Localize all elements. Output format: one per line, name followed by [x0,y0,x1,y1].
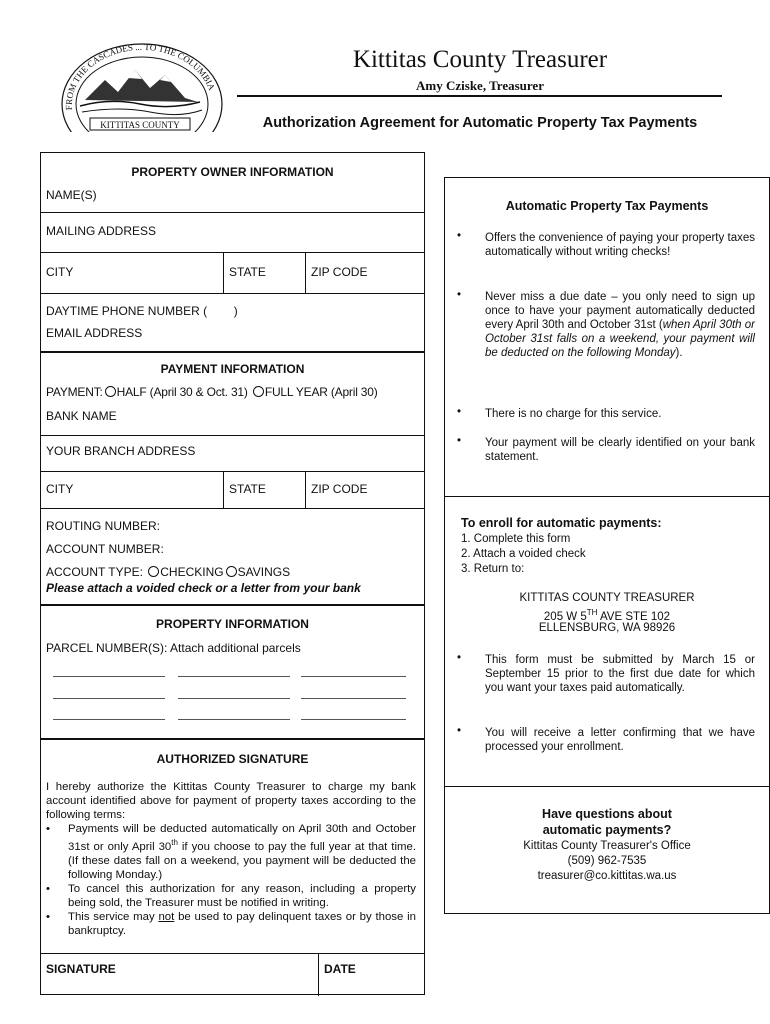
divider [223,471,224,508]
divider [41,508,424,509]
parcel-blank[interactable] [53,676,165,677]
bank-zip-field[interactable]: ZIP CODE [311,482,368,496]
parcel-blank[interactable] [178,719,290,720]
mailing-address-line-3: ELLENSBURG, WA 98926 [538,622,676,634]
header-divider [237,95,722,97]
divider [305,471,306,508]
account-number-field[interactable]: ACCOUNT NUMBER: [46,542,164,556]
section-divider [41,738,424,740]
logo-arc-text: FROM THE CASCADES ... TO THE COLUMBIA [63,41,218,111]
owner-city-field[interactable]: CITY [46,265,74,279]
office-name: Kittitas County Treasurer's Office [523,840,691,852]
bank-state-field[interactable]: STATE [229,482,266,496]
authorization-form [40,152,425,995]
benefit-no-charge: There is no charge for this service. [485,408,662,420]
parcel-blank[interactable] [178,676,290,677]
section-divider [41,351,424,353]
parcel-blank[interactable] [301,719,406,720]
attach-check-note: Please attach a voided check or a letter from your bank [46,581,361,595]
full-year-radio[interactable] [253,386,264,397]
half-payment-radio[interactable] [105,386,116,397]
owner-state-field[interactable]: STATE [229,265,266,279]
divider [41,212,424,213]
full-year-label: FULL YEAR (April 30) [264,385,378,399]
term-item: • To cancel this authorization for any reason, including a property being sold, the Treasurer must be notified in writing. [46,882,416,909]
questions-heading-2: automatic payments? [542,823,672,837]
questions-heading-1: Have questions about [542,807,672,821]
bullet: • [457,435,462,447]
terms-intro: I hereby authorize the Kittitas County Treasurer to charge my bank account identified above for payment of property taxes according to the following terms: [46,781,416,821]
bullet: • [457,406,462,418]
enroll-step-2: 2. Attach a voided check [461,548,586,560]
office-email[interactable]: treasurer@co.kittitas.wa.us [537,870,677,882]
parcel-blank[interactable] [301,698,406,699]
bank-name-field[interactable]: BANK NAME [46,409,117,423]
office-phone: (509) 962-7535 [567,855,647,867]
authorization-terms [46,780,416,938]
signature-section-heading: AUTHORIZED SIGNATURE [156,752,309,766]
treasurer-name: Amy Cziske, Treasurer [416,78,544,93]
bank-city-field[interactable]: CITY [46,482,74,496]
mailing-address-line-2: 205 W 5TH AVE STE 102 [543,608,671,623]
enroll-heading: To enroll for automatic payments: [461,516,662,530]
owner-zip-field[interactable]: ZIP CODE [311,265,368,279]
info-heading: Automatic Property Tax Payments [505,199,709,213]
term-item: • This service may not be used to pay delinquent taxes or by those in bankruptcy. [46,910,416,937]
form-title: Authorization Agreement for Automatic Property Tax Payments [262,115,698,131]
benefit-convenience: Offers the convenience of paying your property taxes automatically without writing checks! [485,232,755,258]
mailing-address-line-1: KITTITAS COUNTY TREASURER [519,592,695,604]
daytime-phone-field[interactable]: DAYTIME PHONE NUMBER ( ) [46,304,238,318]
mailing-address-field[interactable]: MAILING ADDRESS [46,224,157,238]
savings-label: SAVINGS [237,565,291,579]
divider [223,252,224,293]
divider [41,953,424,954]
county-logo [50,40,230,132]
property-section-heading: PROPERTY INFORMATION [156,617,309,631]
bullet: • [457,289,462,301]
account-type-row [46,565,290,579]
parcel-blank[interactable] [53,719,165,720]
divider [41,471,424,472]
benefit-identified: Your payment will be clearly identified on your bank statement. [485,437,755,463]
logo-banner-text: KITTITAS COUNTY [100,120,180,130]
date-field[interactable]: DATE [324,962,356,976]
divider [41,293,424,294]
benefit-due-date: Never miss a due date – you only need to sign up once to have your payment automatically deducted every April 30th and October 31st (when April 30th or October 31st falls on a weekend, your payment will be deducted on the following Monday). [485,291,755,359]
divider [445,786,769,787]
section-divider [41,604,424,606]
email-field[interactable]: EMAIL ADDRESS [46,326,143,340]
parcel-numbers-label: PARCEL NUMBER(S): Attach additional parcels [46,641,301,655]
page-title: Kittitas County Treasurer [352,46,608,73]
enroll-step-1: 1. Complete this form [461,533,571,545]
bullet: • [457,725,462,737]
divider [41,252,424,253]
payment-section-heading: PAYMENT INFORMATION [160,362,305,376]
info-panel [444,177,770,914]
owner-section-heading: PROPERTY OWNER INFORMATION [131,165,334,179]
payment-label: PAYMENT: [46,385,103,399]
account-type-label: ACCOUNT TYPE: [46,565,143,579]
branch-address-field[interactable]: YOUR BRANCH ADDRESS [46,444,196,458]
divider [318,953,319,996]
checking-radio[interactable] [148,566,159,577]
routing-number-field[interactable]: ROUTING NUMBER: [46,519,160,533]
bullet: • [457,230,462,242]
term-item: • Payments will be deducted automatically on April 30th and October 31st or only April 30th if you choose to pay the full year at that time. (If these dates fall on a weekend, you payment will be deducted the following Monday.) [46,823,416,881]
half-payment-label: HALF (April 30 & Oct. 31) [116,385,248,399]
parcel-blank[interactable] [53,698,165,699]
divider [305,252,306,293]
divider [41,435,424,436]
checking-label: CHECKING [160,565,224,579]
bullet: • [457,652,462,664]
submission-deadline-note: This form must be submitted by March 15 or September 15 prior to the first due date for which you want your taxes paid automatically. [485,654,755,694]
names-field[interactable]: NAME(S) [46,188,97,202]
parcel-blank[interactable] [301,676,406,677]
enroll-step-3: 3. Return to: [461,563,525,575]
payment-frequency-row [46,385,378,399]
divider [445,496,769,497]
savings-radio[interactable] [226,566,237,577]
signature-field[interactable]: SIGNATURE [46,962,116,976]
parcel-blank[interactable] [178,698,290,699]
confirmation-note: You will receive a letter confirming that we have processed your enrollment. [485,727,755,753]
